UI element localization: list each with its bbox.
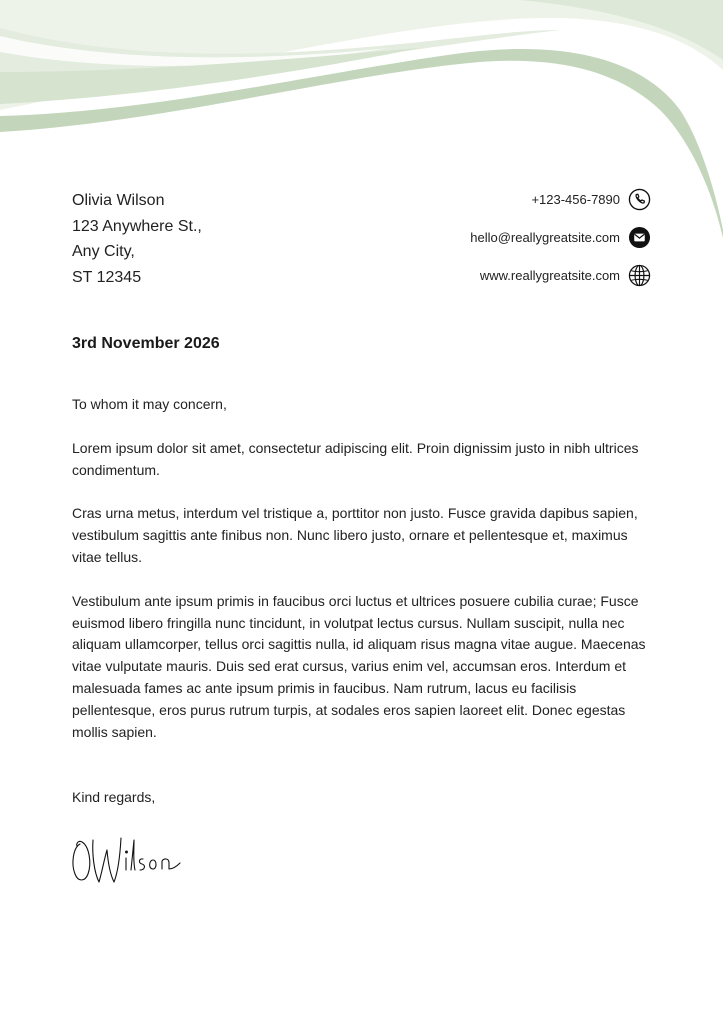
sender-address [72, 188, 202, 290]
contact-block [470, 187, 651, 287]
salutation: To whom it may concern, [72, 396, 227, 412]
body-paragraph-1: Lorem ipsum dolor sit amet, consectetur adipiscing elit. Proin dignissim justo in nibh ultrices condimentum. [72, 439, 639, 478]
body-paragraph-2: Cras urna metus, interdum vel tristique a, porttitor non justo. Fusce gravida dapibus sapien, vestibulum sagittis ante finibus non. Nunc libero justo, ornare et pellentesque et, maximus vitae tellus. [72, 505, 638, 565]
closing-line: Kind regards, [72, 789, 156, 805]
handwritten-signature [68, 832, 208, 888]
body-paragraph-3: Vestibulum ante ipsum primis in faucibus orci luctus et ultrices posuere cubilia curae; Fusce euismod libero fringilla nunc tincidunt, in volutpat lectus cursus. Nullam suscipit, nulla nec aliquam ullamcorper, tellus orci sagittis nulla, id aliquam risus magna vitae augue. Maecenas vitae vulputate mauris. Duis sed erat cursus, varius enim vel, accumsan eros. Interdum et malesuada fames ac ante ipsum primis in faucibus. Nam rutrum, lacus eu facilisis pellentesque, eros purus rutrum turpis, at sodales eros sapien laoreet elit. Donec egestas mollis sapien. [72, 592, 646, 740]
sender-address-line3: ST 12345 [72, 268, 142, 286]
contact-website-row [480, 263, 651, 287]
phone-icon [628, 188, 651, 211]
letter-date: 3rd November 2026 [72, 335, 220, 352]
sender-name: Olivia Wilson [72, 192, 165, 209]
globe-icon [628, 264, 651, 287]
sender-address-line1: 123 Anywhere St., [72, 217, 202, 235]
contact-phone-row [531, 187, 651, 211]
envelope-icon [628, 226, 651, 249]
letter-body [72, 394, 652, 743]
contact-website: www.reallygreatsite.com [479, 267, 620, 283]
contact-email: hello@reallygreatsite.com [470, 229, 620, 245]
contact-email-row [470, 225, 651, 249]
sender-address-line2: Any City, [72, 243, 135, 260]
contact-phone: +123-456-7890 [531, 191, 620, 207]
